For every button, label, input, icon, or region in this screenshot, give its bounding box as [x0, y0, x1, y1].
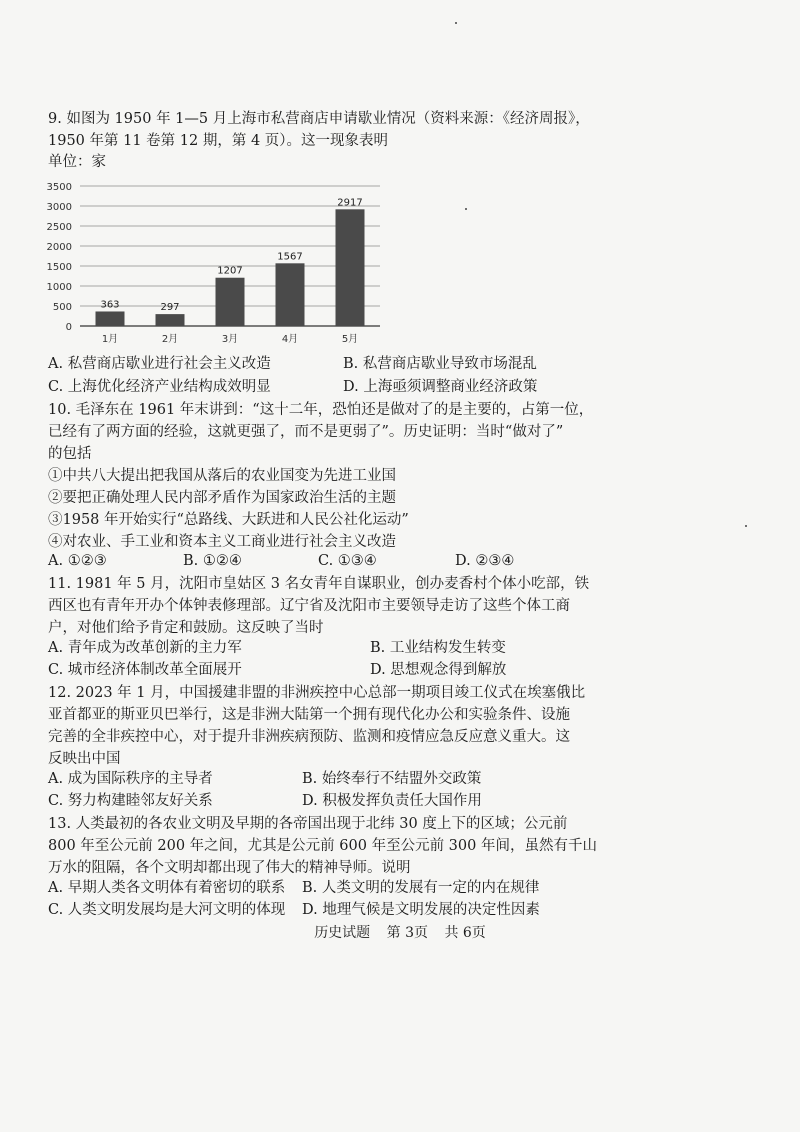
y-tick-label: 3000: [46, 202, 72, 213]
y-tick-label: 500: [52, 302, 72, 313]
q13-stem-line: 800 年至公元前 200 年之间，尤其是公元前 600 年至公元前 300 年间，虽然有千山: [48, 838, 597, 854]
scan-speck: [745, 525, 747, 527]
bar: [276, 263, 305, 326]
q9-option-a[interactable]: A. 私营商店歇业进行社会主义改造: [48, 356, 271, 372]
q9-stem-line: 1950 年第 11 卷第 12 期，第 4 页）。这一现象表明: [48, 133, 389, 149]
q11-option-d[interactable]: D. 思想观念得到解放: [370, 662, 507, 678]
data-label: 1567: [277, 251, 303, 263]
q9-stem-line: 9. 如图为 1950 年 1—5 月上海市私营商店申请歇业情况（资料来源：《经济周报》，: [48, 111, 590, 127]
q12-option-d[interactable]: D. 积极发挥负责任大国作用: [302, 793, 482, 809]
q13-stem-line: 万水的阻隔，各个文明却都出现了伟大的精神导师。说明: [48, 860, 411, 876]
q12-stem-line: 完善的全非疾控中心，对于提升非洲疾病预防、监测和疫情应急反应意义重大。这: [48, 729, 570, 745]
q11-stem-line: 11. 1981 年 5 月，沈阳市皇姑区 3 名女青年自谋职业，创办麦香村个体小吃部，铁: [48, 576, 590, 592]
data-label: 363: [100, 299, 120, 311]
q10-stem-line: 10. 毛泽东在 1961 年末讲到：“这十二年，恐怕还是做对了的是主要的，占第一位，: [48, 402, 594, 418]
q13-option-b[interactable]: B. 人类文明的发展有一定的内在规律: [302, 880, 540, 896]
footer-page-total: 共 6页: [444, 925, 486, 941]
x-tick-label: 4月: [281, 334, 299, 345]
bar: [336, 209, 365, 326]
x-tick-label: 2月: [161, 334, 179, 345]
q11-option-b[interactable]: B. 工业结构发生转变: [370, 640, 506, 656]
data-label: 2917: [337, 197, 363, 209]
q10-stem-line: 已经有了两方面的经验，这就更强了，而不是更弱了”。历史证明：当时“做对了”: [48, 424, 564, 440]
footer-page-number: 第 3页: [386, 925, 428, 941]
bar: [96, 311, 125, 326]
q12-option-b[interactable]: B. 始终奉行不结盟外交政策: [302, 771, 482, 787]
scan-speck: [465, 208, 467, 210]
q11-stem-line: 西区也有青年开办个体钟表修理部。辽宁省及沈阳市主要领导走访了这些个体工商: [48, 598, 570, 614]
x-tick-label: 1月: [101, 334, 119, 345]
q10-option-b[interactable]: B. ①②④: [183, 553, 242, 569]
q10-option-a[interactable]: A. ①②③: [48, 553, 107, 569]
q13-option-c[interactable]: C. 人类文明发展均是大河文明的体现: [48, 902, 286, 918]
q10-item: ③1958 年开始实行“总路线、大跃进和人民公社化运动”: [48, 512, 409, 528]
y-tick-label: 2500: [46, 222, 72, 233]
q13-option-d[interactable]: D. 地理气候是文明发展的决定性因素: [302, 902, 540, 918]
y-tick-label: 1500: [46, 262, 72, 273]
q9-unit-label: 单位：家: [48, 154, 106, 170]
q9-option-c[interactable]: C. 上海优化经济产业结构成效明显: [48, 379, 271, 395]
q10-item: ④对农业、手工业和资本主义工商业进行社会主义改造: [48, 534, 396, 550]
y-tick-label: 3500: [46, 182, 72, 193]
page-footer: [0, 922, 800, 942]
q12-stem-line: 反映出中国: [48, 751, 121, 767]
footer-subject: 历史试题: [314, 925, 371, 941]
q12-stem-line: 亚首都亚的斯亚贝巴举行，这是非洲大陆第一个拥有现代化办公和实验条件、设施: [48, 707, 570, 723]
q10-item: ①中共八大提出把我国从落后的农业国变为先进工业国: [48, 468, 396, 484]
bar: [156, 314, 185, 326]
y-tick-label: 2000: [46, 242, 72, 253]
q11-stem-line: 户，对他们给予肯定和鼓励。这反映了当时: [48, 620, 324, 636]
y-tick-label: 0: [65, 322, 72, 333]
q10-option-d[interactable]: D. ②③④: [455, 553, 515, 569]
q11-option-a[interactable]: A. 青年成为改革创新的主力军: [48, 640, 242, 656]
q10-stem-line: 的包括: [48, 446, 92, 462]
q12-option-a[interactable]: A. 成为国际秩序的主导者: [48, 771, 213, 787]
q12-stem-line: 12. 2023 年 1 月，中国援建非盟的非洲疾控中心总部一期项目竣工仪式在埃塞俄比: [48, 685, 586, 701]
q13-option-a[interactable]: A. 早期人类各文明体有着密切的联系: [48, 880, 286, 896]
x-tick-label: 5月: [341, 334, 359, 345]
y-tick-label: 1000: [46, 282, 72, 293]
q10-option-c[interactable]: C. ①③④: [318, 553, 377, 569]
bar: [216, 278, 245, 326]
q12-option-c[interactable]: C. 努力构建睦邻友好关系: [48, 793, 213, 809]
data-label: 1207: [217, 265, 243, 277]
q9-option-d[interactable]: D. 上海亟须调整商业经济政策: [343, 379, 538, 395]
q11-option-c[interactable]: C. 城市经济体制改革全面展开: [48, 662, 242, 678]
q10-item: ②要把正确处理人民内部矛盾作为国家政治生活的主题: [48, 490, 396, 506]
scan-speck: [455, 22, 457, 24]
q13-stem-line: 13. 人类最初的各农业文明及早期的各帝国出现于北纬 30 度上下的区域；公元前: [48, 816, 568, 832]
q9-option-b[interactable]: B. 私营商店歇业导致市场混乱: [343, 356, 537, 372]
x-tick-label: 3月: [221, 334, 239, 345]
data-label: 297: [160, 302, 180, 314]
bar-chart: [40, 172, 440, 352]
